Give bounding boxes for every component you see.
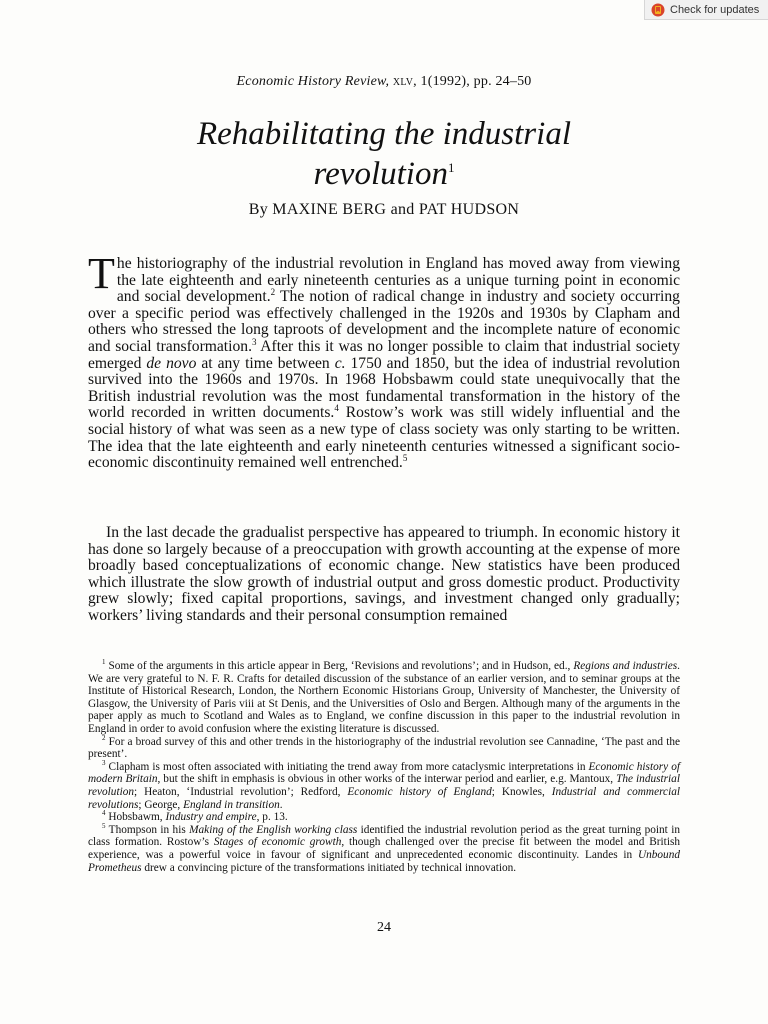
page-number: 24 — [377, 920, 391, 935]
footnote-ref-4: 4 — [334, 403, 339, 414]
body-paragraph-2: In the last decade the gradualist perspective has appeared to triumph. In economic history it has done so largely because of a preoccupation with growth accounting at the expense of more broadly based conceptualizations of economic change. New statistics have been produced which illustrate the slow growth of industrial output and gross domestic product. Productivity grew slowly; fixed capital proportions, savings, and investment changed only gradually; workers’ living standards and their personal consumption remained — [88, 524, 680, 624]
footnote-3: $^3$ Clapham is most often associated with initiating the trend away from more cataclysmic interpretations in Economic history of modern Britain, but the shift in emphasis is obvious in other works of the interwar period and earlier, e.g. Mantoux, The industrial revolution; Heaton, ‘Industrial revolution’; Redford, Economic history of England; Knowles, Industrial and commercial revolutions; George, England in transition. — [88, 758, 680, 811]
journal-volume: xlv — [392, 74, 414, 89]
update-icon — [651, 3, 665, 17]
journal-issue-pages: , 1(1992), pp. 24–50 — [413, 74, 532, 89]
article-title-line-1: Rehabilitating the industrial — [197, 116, 571, 152]
check-for-updates-label: Check for updates — [670, 3, 760, 16]
footnote-2: $^2$ For a broad survey of this and other trends in the historiography of the industrial revolution see Cannadine, ‘The past and the present’. — [88, 733, 680, 761]
article-title — [0, 117, 768, 191]
footnote-1: $^1$ Some of the arguments in this article appear in Berg, ‘Revisions and revolutions’; and in Hudson, ed., Regions and industries. We are very grateful to N. F. R. Crafts for detailed discussion of the substance of an earlier version, and to seminar groups at the Institute of Historical Research, London, the Northern Economic Historians Group, University of Manchester, the University of Glasgow, the University of Paris viii at St Denis, and the Universities of Oslo and Bergen. Although many of the arguments in the paper apply as much to Scotland and Wales as to England, we confine discussion in this paper to the industrial revolution in England in order to avoid confusion where the existing literature is discussed. — [88, 658, 680, 735]
drop-cap: T — [88, 249, 115, 298]
article-title-line-2: revolution — [313, 156, 448, 192]
journal-citation — [0, 74, 768, 90]
title-footnote-marker: 1 — [447, 160, 455, 175]
footnote-ref-2: 2 — [270, 287, 276, 297]
footnote-4: $^4$ Hobsbawm, Industry and empire, p. 13. — [102, 809, 288, 824]
body-paragraph-1: The historiography of the industrial revolution in England has moved away from viewing the late eighteenth and early nineteenth centuries as a unique turning point in economic and social development.$^2$ The notion of radical change in industry and society occurring over a specific period was effectively challenged in the 1920s and 1930s by Clapham and others who stressed the long taproots of development and the incomplete nature of economic and social transformation.$^3$ After this it was no longer possible to claim that industrial society emerged de novo at any time between c. 1750 and 1850, but the idea of industrial revolution survived into the 1960s and 1970s. In 1968 Hobsbawm could state unequivocally that the British industrial revolution was the most fundamental transformation in the history of the world recorded in written documents.$^4$ Rostow’s work was still widely influential and the social history of what was seen as a new type of class society was only starting to be written. The idea that the late eighteenth and early nineteenth centuries witnessed a significant socio-economic discontinuity remained well entrenched.$^5$ — [88, 249, 681, 472]
footnote-ref-5: 5 — [402, 452, 408, 463]
check-for-updates-button[interactable] — [644, 0, 768, 20]
journal-name: Economic History Review, — [236, 74, 390, 89]
footnote-5: $^5$ Thompson in his Making of the English working class identified the industrial revolution period as the great turning point in class formation. Rostow’s Stages of economic growth, though challenged over the precise fit between the model and British experience, was a powerful voice in favour of significant and unprecedented economic discontinuity. Landes in Unbound Prometheus drew a convincing picture of the transformations initiated by technical innovation. — [88, 821, 681, 874]
footnote-ref-3: 3 — [251, 336, 257, 347]
article-authors: By MAXINE BERG and PAT HUDSON — [248, 201, 520, 218]
footnotes — [88, 660, 680, 874]
